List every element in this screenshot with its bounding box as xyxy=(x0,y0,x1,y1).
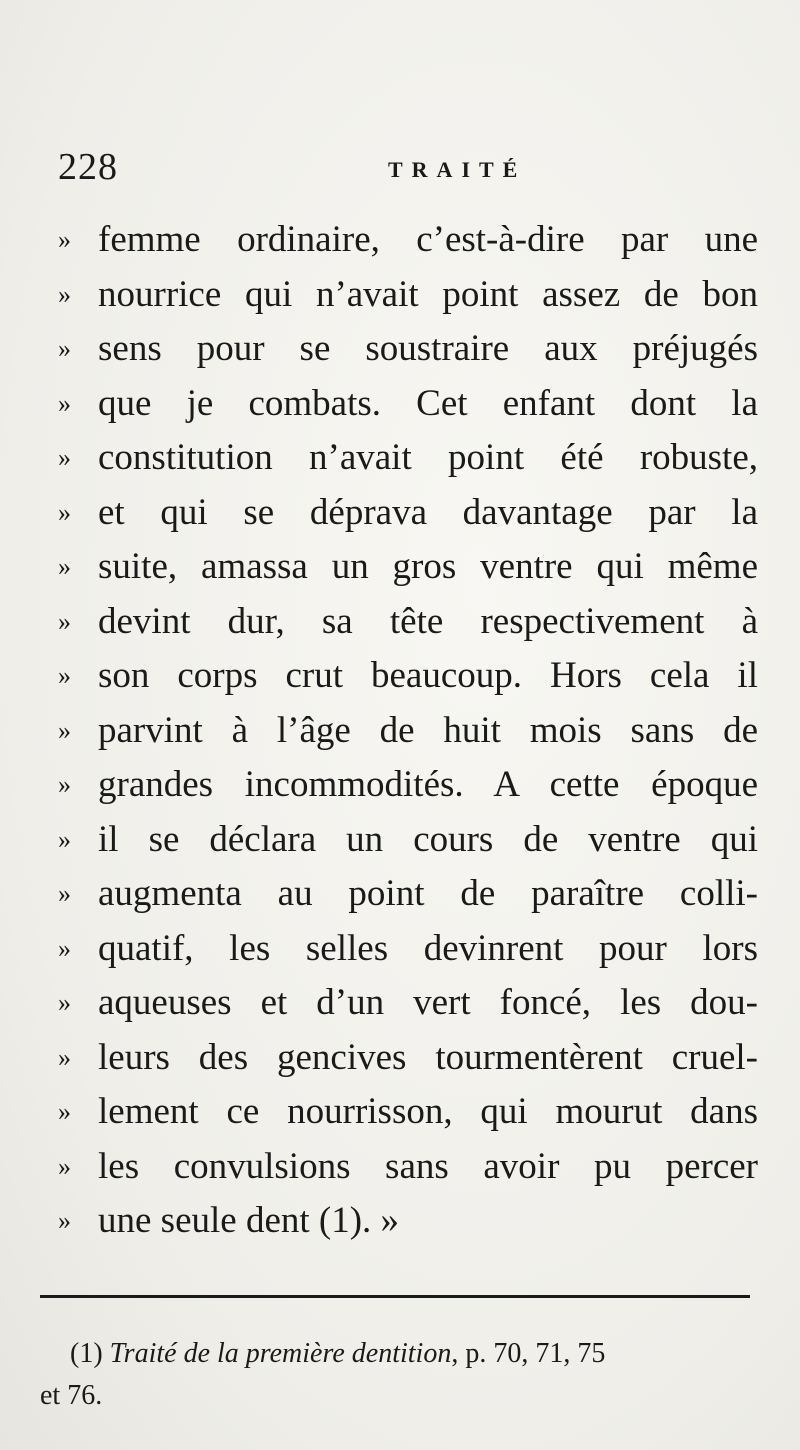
text-line xyxy=(58,595,758,650)
quote-mark: » xyxy=(58,988,71,1017)
quote-mark: » xyxy=(58,824,71,854)
line-text: nourrice qui n’avait point assez de bon xyxy=(98,273,758,315)
line-text: que je combats. Cet enfant dont la xyxy=(98,382,758,424)
line-text: quatif, les selles devinrent pour lors xyxy=(98,927,758,969)
footnote-pages-end: et 76. xyxy=(40,1380,103,1411)
quote-mark: » xyxy=(58,225,71,254)
line-text: grandes incommodités. A cette époque xyxy=(98,764,758,805)
body-text xyxy=(58,213,758,1249)
text-line xyxy=(58,486,758,541)
quote-mark: » xyxy=(58,1206,71,1235)
quote-mark: » xyxy=(58,879,71,908)
text-line xyxy=(58,867,758,922)
quote-mark: » xyxy=(58,770,71,799)
line-text: son corps crut beaucoup. Hors cela il xyxy=(98,655,758,696)
line-text: parvint à l’âge de huit mois sans de xyxy=(98,709,758,751)
line-text: les convulsions sans avoir pu percer xyxy=(98,1145,758,1187)
text-line xyxy=(58,976,758,1031)
text-line xyxy=(58,1031,758,1086)
text-line xyxy=(58,268,758,323)
text-line xyxy=(58,649,758,704)
text-line xyxy=(58,431,758,486)
quote-mark: » xyxy=(58,606,71,636)
quote-mark: » xyxy=(58,552,71,581)
quote-mark: » xyxy=(58,1097,71,1126)
footnote-line xyxy=(40,1375,755,1417)
quote-mark: » xyxy=(58,497,71,527)
line-text: il se déclara un cours de ventre qui xyxy=(98,818,758,860)
text-line xyxy=(58,322,758,377)
line-text: augmenta au point de paraître colli- xyxy=(98,873,758,914)
text-line xyxy=(58,1140,758,1195)
line-text: une seule dent (1). » xyxy=(98,1200,400,1241)
page-header xyxy=(58,145,748,195)
line-text: femme ordinaire, c’est-à-dire par une xyxy=(98,219,758,260)
line-text: sens pour se soustraire aux préjugés xyxy=(98,328,758,369)
quote-mark: » xyxy=(58,279,71,309)
line-text: leurs des gencives tourmentèrent cruel- xyxy=(98,1036,758,1078)
text-line xyxy=(58,1194,758,1249)
quote-mark: » xyxy=(58,661,71,690)
quote-mark: » xyxy=(58,1042,71,1072)
footnote-marker: (1) xyxy=(70,1338,103,1369)
line-text: suite, amassa un gros ventre qui même xyxy=(98,546,758,587)
quote-mark: » xyxy=(58,933,71,963)
footnote xyxy=(40,1333,755,1417)
text-line xyxy=(58,813,758,868)
text-line xyxy=(58,1085,758,1140)
text-line xyxy=(58,377,758,432)
footnote-line xyxy=(40,1333,755,1375)
quote-mark: » xyxy=(58,388,71,418)
quote-mark: » xyxy=(58,1151,71,1181)
quote-mark: » xyxy=(58,334,71,363)
line-text: devint dur, sa tête respectivement à xyxy=(98,600,758,642)
text-line xyxy=(58,758,758,813)
text-line xyxy=(58,922,758,977)
page-number: 228 xyxy=(58,146,118,188)
line-text: lement ce nourrisson, qui mourut dans xyxy=(98,1091,758,1132)
text-line xyxy=(58,704,758,759)
footnote-title: Traité de la première dentition xyxy=(109,1338,452,1369)
text-line xyxy=(58,213,758,268)
footnote-rule xyxy=(40,1295,750,1298)
quote-mark: » xyxy=(58,443,71,472)
line-text: aqueuses et d’un vert foncé, les dou- xyxy=(98,982,758,1023)
line-text: constitution n’avait point été robuste, xyxy=(98,437,758,478)
text-line xyxy=(58,540,758,595)
line-text: et qui se déprava davantage par la xyxy=(98,491,758,533)
quote-mark: » xyxy=(58,715,71,745)
running-title: TRAITÉ xyxy=(388,157,527,182)
footnote-pages: , p. 70, 71, 75 xyxy=(451,1338,606,1369)
